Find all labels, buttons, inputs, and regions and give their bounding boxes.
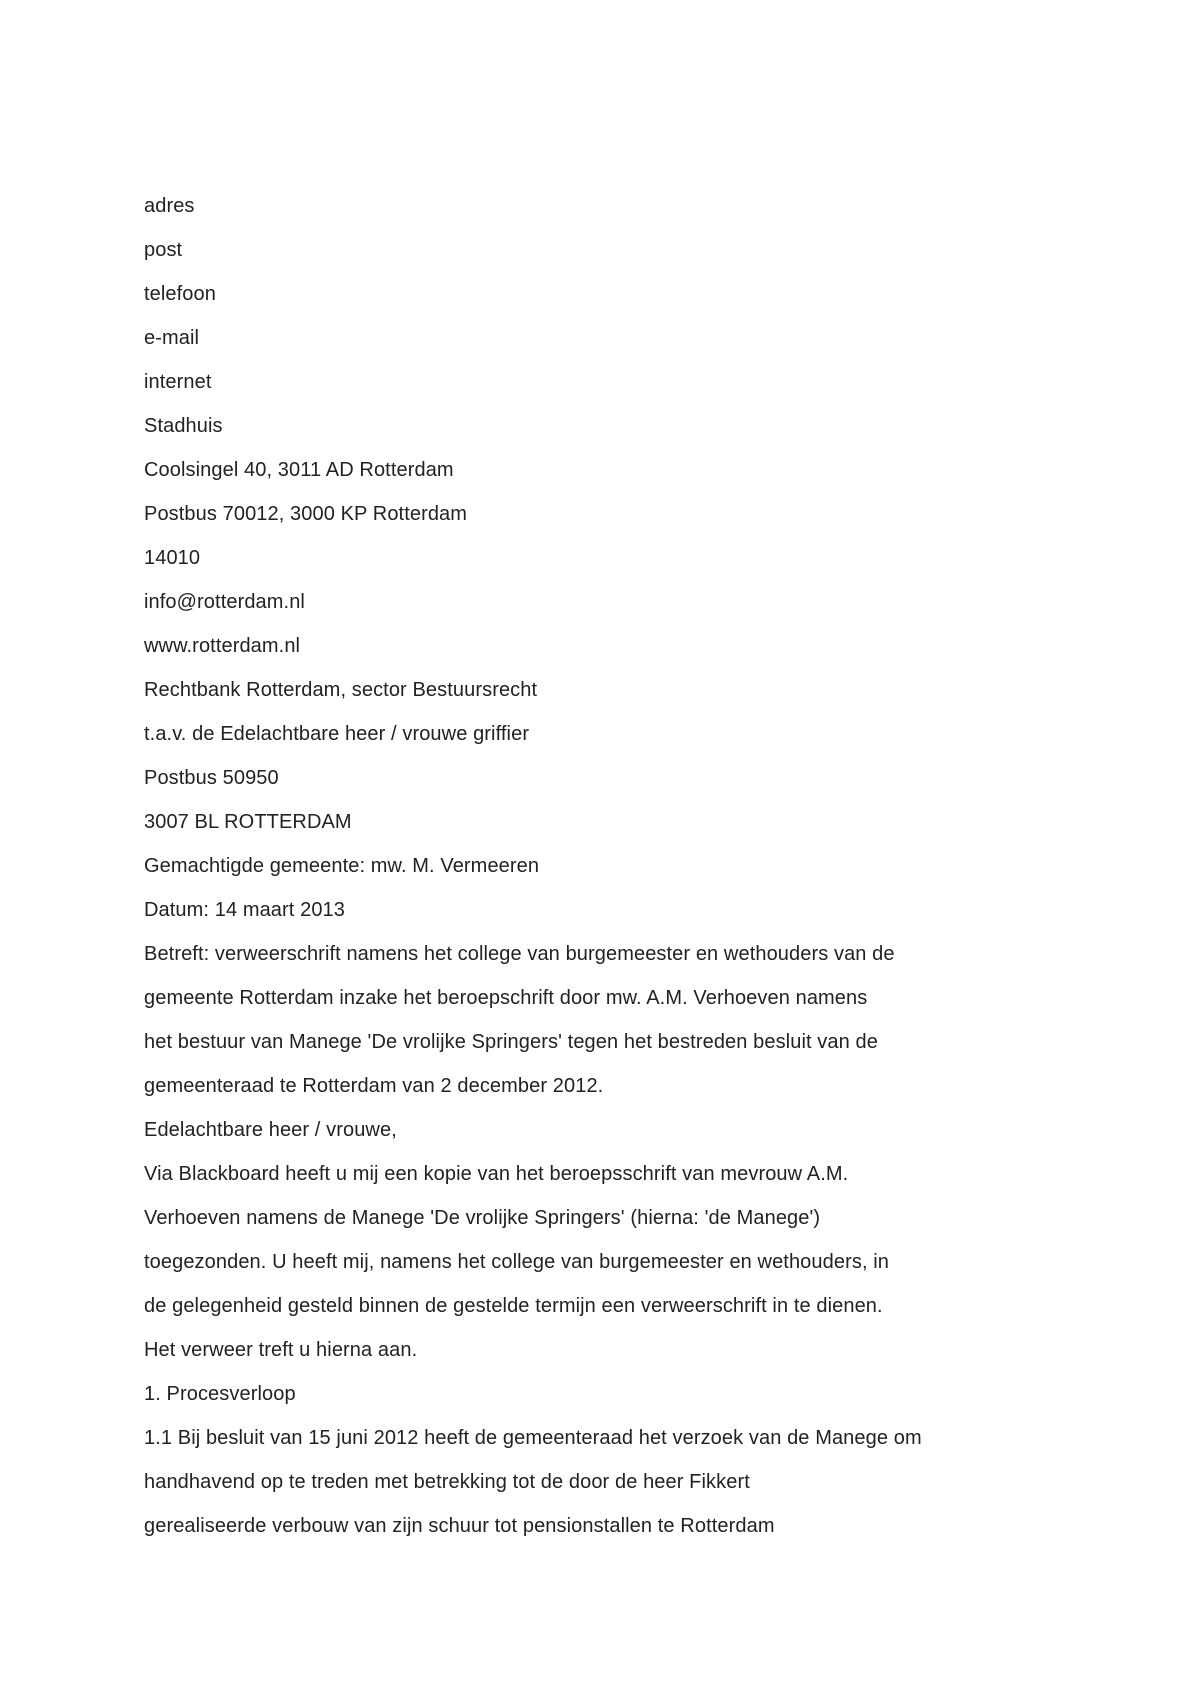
subject-line: Betreft: verweerschrift namens het college van burgemeester en wethouders van de xyxy=(144,943,895,965)
body-paragraph-line: de gelegenheid gesteld binnen de gestelde termijn een verweerschrift in te dienen. xyxy=(144,1295,883,1317)
authorized-representative: Gemachtigde gemeente: mw. M. Vermeeren xyxy=(144,855,540,877)
recipient-court: Rechtbank Rotterdam, sector Bestuursrecht xyxy=(144,679,538,701)
letterhead-label-internet: internet xyxy=(144,371,212,393)
section-paragraph-line: handhavend op te treden met betrekking tot de door de heer Fikkert xyxy=(144,1471,750,1493)
subject-line: gemeente Rotterdam inzake het beroepschrift door mw. A.M. Verhoeven namens xyxy=(144,987,868,1009)
sender-name: Stadhuis xyxy=(144,415,223,437)
recipient-attention: t.a.v. de Edelachtbare heer / vrouwe griffier xyxy=(144,723,530,745)
salutation: Edelachtbare heer / vrouwe, xyxy=(144,1119,397,1141)
sender-website: www.rotterdam.nl xyxy=(144,635,301,657)
letterhead-label-adres: adres xyxy=(144,195,195,217)
document-body xyxy=(144,184,1064,1548)
section-heading: 1. Procesverloop xyxy=(144,1383,296,1405)
subject-line: het bestuur van Manege 'De vrolijke Springers' tegen het bestreden besluit van de xyxy=(144,1031,878,1053)
recipient-city: 3007 BL ROTTERDAM xyxy=(144,811,352,833)
section-paragraph-line: gerealiseerde verbouw van zijn schuur tot pensionstallen te Rotterdam xyxy=(144,1515,775,1537)
subject-line: gemeenteraad te Rotterdam van 2 december 2012. xyxy=(144,1075,604,1097)
letterhead-label-email: e-mail xyxy=(144,327,200,349)
body-paragraph-line: toegezonden. U heeft mij, namens het college van burgemeester en wethouders, in xyxy=(144,1251,890,1273)
sender-email: info@rotterdam.nl xyxy=(144,591,305,613)
body-paragraph-line: Verhoeven namens de Manege 'De vrolijke Springers' (hierna: 'de Manege') xyxy=(144,1207,821,1229)
sender-phone: 14010 xyxy=(144,547,201,569)
recipient-postbox: Postbus 50950 xyxy=(144,767,279,789)
section-paragraph-line: 1.1 Bij besluit van 15 juni 2012 heeft de gemeenteraad het verzoek van de Manege om xyxy=(144,1427,922,1449)
letterhead-label-post: post xyxy=(144,239,183,261)
sender-postal: Postbus 70012, 3000 KP Rotterdam xyxy=(144,503,468,525)
sender-address: Coolsingel 40, 3011 AD Rotterdam xyxy=(144,459,454,481)
body-paragraph-line: Via Blackboard heeft u mij een kopie van het beroepsschrift van mevrouw A.M. xyxy=(144,1163,849,1185)
body-paragraph-line: Het verweer treft u hierna aan. xyxy=(144,1339,418,1361)
letter-date: Datum: 14 maart 2013 xyxy=(144,899,345,921)
letterhead-label-telefoon: telefoon xyxy=(144,283,216,305)
